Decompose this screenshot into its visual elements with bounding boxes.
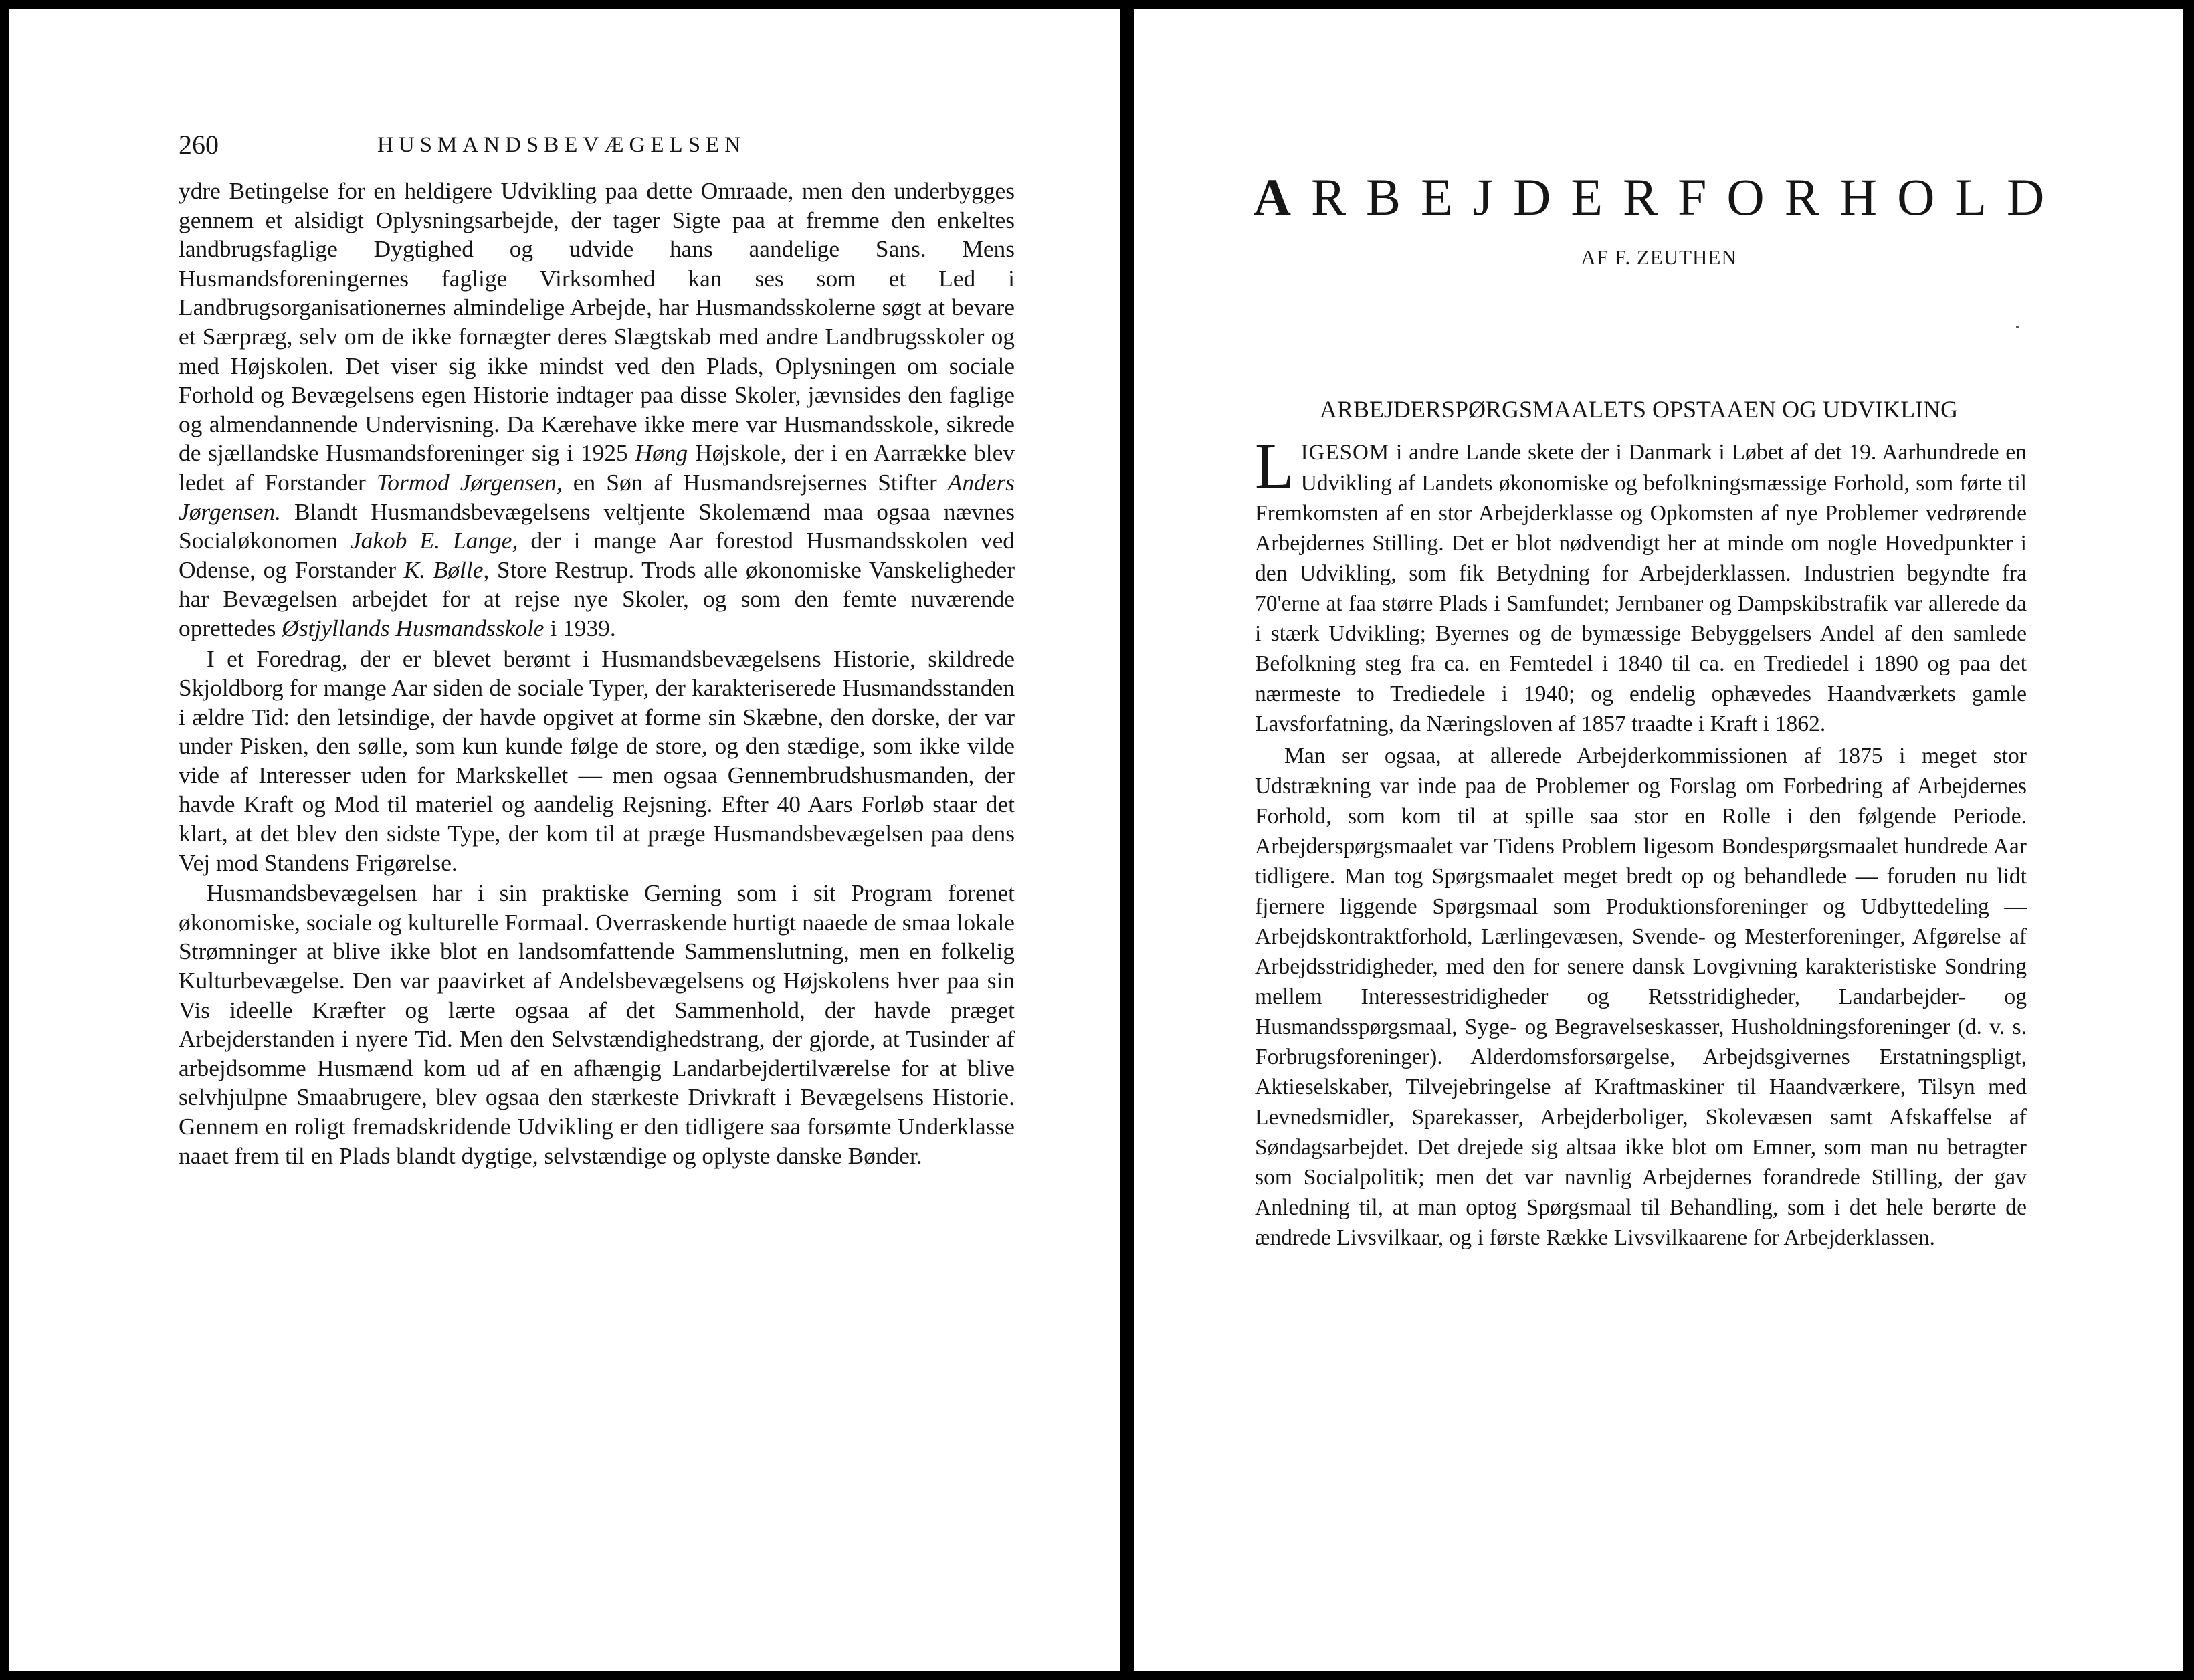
opening-words: IGESOM [1300, 441, 1390, 465]
left-paragraph-2: I et Foredrag, der er blevet berømt i Husmandsbevægelsens Historie, skildrede Skjoldborg for mange Aar siden de sociale Typer, der karakteriserede Husmandsstanden i ældre Tid: den letsindige, der havde opgivet at forme sin Skæbne, den dorske, der var under Pisken, den sølle, som kun kunde følge de store, og den stædige, som ikke vilde vide af Interesser uden for Markskellet — men ogsaa Gennembrudshusmanden, der havde Kraft og Mod til materiel og aandelig Rejsning. Efter 40 Aars Forløb staar det klart, at det blev den sidste Type, der kom til at præge Husmandsbevægelsen paa dens Vej mod Standens Frigørelse. [179, 645, 1015, 876]
chapter-title-initial: A [1253, 168, 1311, 226]
running-head [179, 122, 801, 169]
italic-name: Høng [635, 439, 688, 467]
print-speck [2016, 326, 2019, 328]
left-paragraph-1: ydre Betingelse for en heldigere Udvikling paa dette Omraade, men den underbygges gennem et alsidigt Oplysningsarbejde, der tager Sigte paa at fremme den enkeltes landbrugsfaglige Dygtighed og udvide hans aandelige Sans. Mens Husmandsforeningernes faglige Virksomhed kan ses som et Led i Landbrugsorganisationernes almindelige Arbejde, har Husmandsskolerne søgt at bevare et Særpræg, selv om de ikke fornægter deres Slægtskab med andre Landbrugsskoler og med Højskolen. Det viser sig ikke mindst ved den Plads, Oplysningen om sociale Forhold og Bevægelsens egen Historie indtager paa disse Skoler, jævnsides den faglige og almendannende Undervisning. Da Kærehave ikke mere var Husmandsskole, sikrede de sjællandske Husmandsforeninger sig i 1925 Høng Højskole, der i en Aarrække blev ledet af Forstander Tormod Jørgensen, en Søn af Husmandsrejsernes Stifter Anders Jørgensen. Blandt Husmandsbevægelsens veltjente Skolemænd maa ogsaa nævnes Socialøkonomen Jakob E. Lange, der i mange Aar forestod Husmandsskolen ved Odense, og Forstander K. Bølle, Store Restrup. Trods alle økonomiske Vanskeligheder har Bevægelsen arbejdet for at rejse nye Skoler, og som den femte nuværende oprettedes Østjyllands Husmandsskole i 1939. [179, 177, 1015, 641]
page-number: 260 [179, 130, 219, 160]
drop-cap: L [1255, 430, 1294, 502]
left-paragraph-3: Husmandsbevægelsen har i sin praktiske Gerning som i sit Program forenet økonomiske, sociale og kulturelle Formaal. Overraskende hurtigt naaede de smaa lokale Strømninger at blive ikke blot en landsomfattende Sammenslutning, men en folkelig Kulturbevægelse. Den var paavirket af Andelsbevægelsens og Højskolens hver paa sin Vis ideelle Kræfter og lærte ogsaa af det Sammenhold, der havde præget Arbejderstanden i nyere Tid. Men den Selvstændighedstrang, der gjorde, at Tusinder af arbejdsomme Husmænd kom ud af en afhængig Landarbejdertilværelse for at blive selvhjulpne Smaabrugere, blev ogsaa den stærkeste Drivkraft i Bevægelsens Historie. Gennem en roligt fremadskridende Udvikling er den tidligere saa forsømte Underklasse naaet frem til en Plads blandt dygtige, selvstændige og oplyste danske Bønder. [179, 879, 1015, 1169]
paragraph-1 [1255, 430, 2027, 739]
section-heading: ARBEJDERSPØRGSMAALETS OPSTAAEN OG UDVIKLING [1319, 396, 1959, 423]
italic-name: Tormod Jørgensen, [376, 468, 563, 496]
italic-name: Østjyllands Husmandsskole [282, 614, 544, 641]
paragraph-1-text: i andre Lande skete der i Danmark i Løbet af det 19. Aarhundrede en Udvikling af Landets økonomiske og befolkningsmæssige Forhold, som førte til Fremkomsten af en stor Arbejderklasse og Opkomsten af nye Problemer vedrørende Arbejdernes Stilling. Det er blot nødvendigt her at minde om nogle Hovedpunkter i den Udvikling, som fik Betydning for Arbejderklassen. Industrien begyndte fra 70'erne at faa større Plads i Samfundet; Jernbaner og Dampskibstrafik var allerede da i stærk Udvikling; Byernes og de bymæssige Bebyggelsers Andel af den samlede Befolkning steg fra ca. en Femtedel i 1840 til ca. en Trediedel i 1890 og paa det nærmeste to Trediedele i 1940; og endelig ophævedes Haandværkets gamle Lavsforfatning, da Næringsloven af 1857 traadte i Kraft i 1862. [1255, 440, 2027, 736]
running-title: HUSMANDSBEVÆGELSEN [377, 133, 746, 157]
chapter-author: AF F. ZEUTHEN [1581, 245, 1737, 269]
right-body-text [1255, 430, 2027, 1253]
chapter-title-rest: RBEJDERFORHOLD [1310, 168, 2065, 226]
chapter-title [1134, 161, 2183, 234]
paragraph-2: Man ser ogsaa, at allerede Arbejderkommissionen af 1875 i meget stor Udstrækning var inde paa de Problemer og Forslag om Forbedring af Arbejdernes Forhold, som kom til at spille saa stor en Rolle i den følgende Periode. Arbejderspørgsmaalet var Tidens Problem ligesom Bondespørgsmaalet hundrede Aar tidligere. Man tog Spørgsmaalet meget bredt op og behandlede — foruden nu lidt fjernere liggende Spørgsmaal som Produktionsforeninger og Udbyttedeling — Arbejdskontraktforhold, Lærlingevæsen, Svende- og Mesterforeninger, Afgørelse af Arbejdsstridigheder, med den for senere dansk Lovgivning karakteristiske Sondring mellem Interessestridigheder og Retsstridigheder, Landarbejder- og Husmandsspørgsmaal, Syge- og Begravelseskasser, Husholdningsforeninger (d. v. s. Forbrugsforeninger). Alderdomsforsørgelse, Arbejdsgivernes Erstatningspligt, Aktieselskaber, Tilvejebringelse af Kraftmaskiner til Haandværkere, Tilsyn med Levnedsmidler, Sparekasser, Arbejderboliger, Skolevæsen samt Afskaffelse af Søndagsarbejdet. Det drejede sig altsaa ikke blot om Emner, som man nu betragter som Socialpolitik; men det var navnlig Arbejdernes forandrede Stilling, der gav Anledning til, at man optog Spørgsmaal til Behandling, som i det hele berørte de ændrede Livsvilkaar, og i første Række Livsvilkaarene for Arbejderklassen. [1255, 744, 2027, 1250]
left-page [9, 9, 1120, 1671]
italic-name: K. Bølle, [403, 556, 490, 583]
right-page [1134, 9, 2183, 1671]
italic-name: Jakob E. Lange, [350, 527, 518, 554]
italic-name: Anders Jørgensen. [179, 468, 1015, 525]
left-body-text [179, 177, 1015, 1170]
